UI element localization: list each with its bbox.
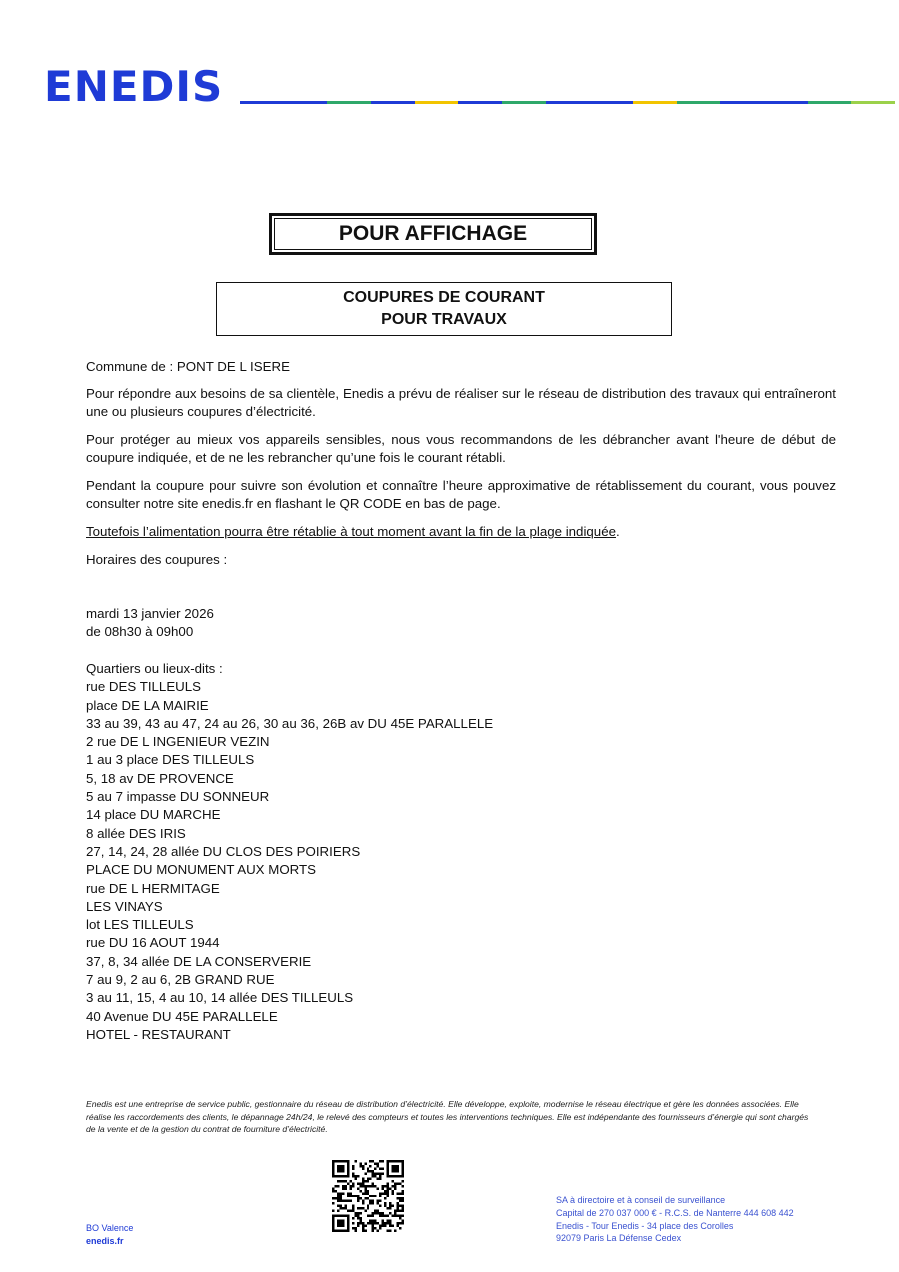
header-line-segment [327,101,371,104]
header-line-segment [458,101,502,104]
subtitle-line-1: COUPURES DE COURANT [343,289,545,306]
header-divider-line [240,101,895,104]
paragraph-2: Pour protéger au mieux vos appareils sensibles, nous vous recommandons de les débrancher avant l'heure de début de coupure indiquée, et de ne les rebrancher qu’une fois le courant rétabli. [86,432,836,465]
subtitle-box [216,282,672,336]
list-item: HOTEL - RESTAURANT [86,1026,231,1042]
header-line-segment [589,101,633,104]
list-item: PLACE DU MONUMENT AUX MORTS [86,862,317,878]
footer-office: BO Valence [86,1223,134,1233]
list-item: 1 au 3 place DES TILLEULS [86,752,255,768]
enedis-logo [44,62,234,111]
list-item: 14 place DU MARCHE [86,807,221,823]
qr-code-icon[interactable] [332,1160,404,1232]
header-line-segment [851,101,895,104]
list-item: 8 allée DES IRIS [86,825,186,841]
paragraph-3: Pendant la coupure pour suivre son évolution et connaître l’heure approximative de rétablissement du courant, vous pouvez consulter notre site enedis.fr en flashant le QR CODE en bas de page. [86,478,836,511]
title-box [269,213,597,255]
outage-time: de 08h30 à 09h00 [86,624,194,639]
header-line-segment [808,101,852,104]
list-item: 27, 14, 24, 28 allée DU CLOS DES POIRIERS [86,843,361,859]
list-item: 7 au 9, 2 au 6, 2B GRAND RUE [86,972,275,988]
logo-text: ENEDIS [44,62,224,111]
locations-label: Quartiers ou lieux-dits : [86,661,223,676]
header-line-segment [633,101,677,104]
list-item: LES VINAYS [86,898,163,914]
header-line-segment [720,101,764,104]
company-line: 92079 Paris La Défense Cedex [556,1233,682,1244]
footer-site-link[interactable]: enedis.fr [86,1235,124,1246]
list-item: place DE LA MAIRIE [86,697,209,713]
paragraph-1: Pour répondre aux besoins de sa clientèle, Enedis a prévu de réaliser sur le réseau de distribution des travaux qui entraîneront une ou plusieurs coupures d’électricité. [86,386,836,419]
locations-list [86,660,493,1044]
header-line-segment [764,101,808,104]
list-item: 5, 18 av DE PROVENCE [86,770,234,786]
header-line-segment [502,101,546,104]
list-item: 33 au 39, 43 au 47, 24 au 26, 30 au 36, 26B av DU 45E PARALLELE [86,715,494,731]
restore-notice: Toutefois l’alimentation pourra être rétablie à tout moment avant la fin de la plage indiquée [86,524,616,539]
list-item: 40 Avenue DU 45E PARALLELE [86,1008,278,1024]
horaires-label: Horaires des coupures : [86,552,228,567]
footer-left [86,1222,133,1247]
list-item: rue DES TILLEULS [86,679,202,695]
company-line: Capital de 270 037 000 € - R.C.S. de Nanterre 444 608 442 [556,1207,794,1218]
list-item: lot LES TILLEULS [86,917,194,933]
header-line-segment [371,101,415,104]
outage-date: mardi 13 janvier 2026 [86,606,214,621]
header-line-segment [284,101,328,104]
page-title: POUR AFFICHAGE [274,218,592,250]
list-item: 2 rue DE L INGENIEUR VEZIN [86,734,270,750]
list-item: 5 au 7 impasse DU SONNEUR [86,789,270,805]
header-line-segment [415,101,459,104]
restore-notice-end: . [616,524,620,539]
header-line-segment [677,101,721,104]
list-item: 37, 8, 34 allée DE LA CONSERVERIE [86,953,312,969]
subtitle-line-2: POUR TRAVAUX [381,311,507,328]
legal-notice: Enedis est une entreprise de service public, gestionnaire du réseau de distribution d’électricité. Elle développe, exploite, modernise le réseau électrique et gère les données associées. Elle réalise les raccordements des clients, le dépannage 24h/24, le relevé des compteurs et toutes les interventions techniques. Elle est indépendante des fournisseurs d’énergie qui sont chargés de la vente et de la gestion du contrat de fourniture d’électricité. [86,1099,809,1134]
company-line: SA à directoire et à conseil de surveillance [556,1195,726,1205]
commune-line: Commune de : PONT DE L ISERE [86,359,290,374]
list-item: rue DU 16 AOUT 1944 [86,935,220,951]
paragraph-4 [86,523,836,541]
list-item: rue DE L HERMITAGE [86,880,220,896]
footer-company-info [556,1194,794,1245]
header-line-segment [546,101,590,104]
company-line: Enedis - Tour Enedis - 34 place des Corolles [556,1220,734,1231]
list-item: 3 au 11, 15, 4 au 10, 14 allée DES TILLEULS [86,990,354,1006]
header-line-segment [240,101,284,104]
